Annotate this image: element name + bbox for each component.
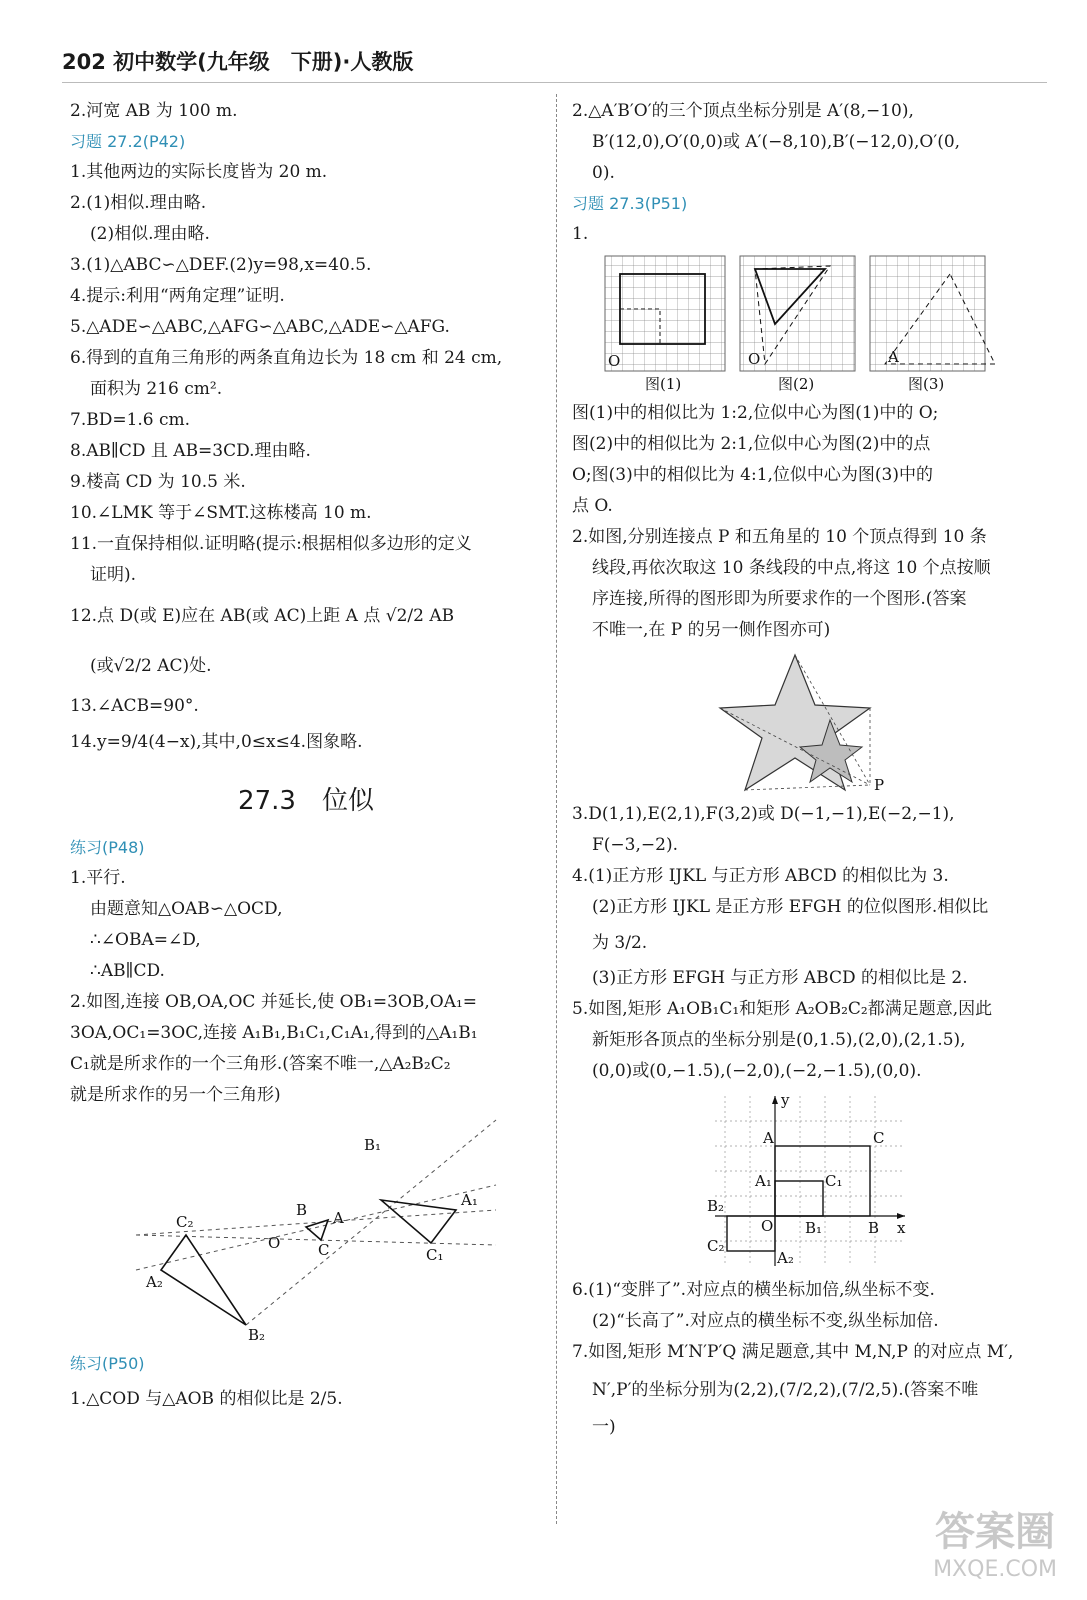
answer-line: 就是所求作的另一个三角形) bbox=[70, 1085, 281, 1105]
coordinate-figure bbox=[705, 1091, 915, 1271]
fig-label: A₁ bbox=[461, 1191, 478, 1209]
answer-line: 3.(1)△ABC∽△DEF.(2)y=98,x=40.5. bbox=[70, 255, 372, 275]
answer-line: 1.其他两边的实际长度皆为 20 m. bbox=[70, 162, 328, 182]
coord-label: C bbox=[872, 1129, 884, 1147]
answer-line: 3.D(1,1),E(2,1),F(3,2)或 D(−1,−1),E(−2,−1), bbox=[572, 804, 955, 824]
section-heading: 习题 27.2(P42) bbox=[70, 132, 186, 151]
answer-line: B′(12,0),O′(0,0)或 A′(−8,10),B′(−12,0),O′(0, bbox=[592, 132, 961, 152]
answer-line: 1.平行. bbox=[70, 868, 126, 888]
answer-line: 14.y=9/4(4−x),其中,0≤x≤4.图象略. bbox=[70, 732, 363, 752]
grid-label: A bbox=[887, 348, 899, 366]
homothety-triangles-figure bbox=[96, 1115, 516, 1345]
fig-label: A bbox=[333, 1209, 344, 1227]
answer-line: 2.如图,分别连接点 P 和五角星的 10 个顶点得到 10 条 bbox=[572, 527, 987, 547]
answer-line: F(−3,−2). bbox=[592, 835, 678, 855]
answer-line: 序连接,所得的图形即为所要求作的一个图形.(答案 bbox=[592, 589, 967, 609]
answer-line: 由题意知△OAB∽△OCD, bbox=[90, 899, 283, 919]
answer-line: (0,0)或(0,−1.5),(−2,0),(−2,−1.5),(0,0). bbox=[592, 1061, 922, 1081]
coord-label: A₁ bbox=[754, 1172, 772, 1190]
answer-line: O;图(3)中的相似比为 4:1,位似中心为图(3)中的 bbox=[572, 465, 933, 485]
answer-line: 点 O. bbox=[572, 496, 613, 516]
coord-label: C₂ bbox=[706, 1237, 724, 1255]
answer-line: 1. bbox=[572, 224, 589, 244]
section-heading: 习题 27.3(P51) bbox=[572, 194, 688, 213]
answer-line: C₁就是所求作的一个三角形.(答案不唯一,△A₂B₂C₂ bbox=[70, 1054, 451, 1074]
answer-line: 4.提示:利用“两角定理”证明. bbox=[70, 286, 285, 306]
fig-label: C₂ bbox=[176, 1213, 194, 1231]
answer-line: (2)相似.理由略. bbox=[90, 224, 210, 244]
answer-line: 一) bbox=[592, 1417, 616, 1437]
coord-label: C₁ bbox=[824, 1172, 842, 1190]
answer-line: 5.△ADE∽△ABC,△AFG∽△ABC,△ADE∽△AFG. bbox=[70, 317, 450, 337]
grid-figures bbox=[600, 254, 1020, 394]
coord-label: B₁ bbox=[804, 1219, 822, 1237]
answer-line: 11.一直保持相似.证明略(提示:根据相似多边形的定义 bbox=[70, 534, 472, 554]
section-heading: 练习(P50) bbox=[70, 1354, 145, 1373]
fig-label: A₂ bbox=[146, 1273, 163, 1291]
answer-line: 5.如图,矩形 A₁OB₁C₁和矩形 A₂OB₂C₂都满足题意,因此 bbox=[572, 999, 993, 1019]
answer-line: 8.AB∥CD 且 AB=3CD.理由略. bbox=[70, 441, 311, 461]
answer-line: ∴AB∥CD. bbox=[90, 961, 165, 981]
chapter-title: 27.3 位似 bbox=[238, 786, 374, 816]
answer-line: 新矩形各顶点的坐标分别是(0,1.5),(2,0),(2,1.5), bbox=[592, 1030, 966, 1050]
coord-label: B₂ bbox=[706, 1197, 724, 1215]
right-column bbox=[572, 96, 1047, 1443]
answer-line: ∴∠OBA=∠D, bbox=[90, 930, 201, 950]
grid-caption: 图(2) bbox=[777, 375, 814, 393]
answer-line: 为 3/2. bbox=[592, 933, 648, 953]
answer-line: 10.∠LMK 等于∠SMT.这栋楼高 10 m. bbox=[70, 503, 372, 523]
fig-label: C bbox=[318, 1241, 330, 1259]
answer-line: 2.△A′B′O′的三个顶点坐标分别是 A′(8,−10), bbox=[572, 101, 914, 121]
header-rule bbox=[62, 82, 1047, 83]
answer-line: 0). bbox=[592, 163, 615, 183]
star-label: P bbox=[873, 776, 884, 794]
watermark bbox=[933, 1500, 1057, 1582]
answer-line: 3OA,OC₁=3OC,连接 A₁B₁,B₁C₁,C₁A₁,得到的△A₁B₁ bbox=[70, 1023, 478, 1043]
answer-line: 12.点 D(或 E)应在 AB(或 AC)上距 A 点 √2/2 AB bbox=[70, 606, 455, 626]
fig-label: B₁ bbox=[364, 1136, 382, 1154]
coord-label: A bbox=[762, 1129, 774, 1147]
answer-line: 13.∠ACB=90°. bbox=[70, 696, 199, 716]
answer-line: 7.如图,矩形 M′N′P′Q 满足题意,其中 M,N,P 的对应点 M′, bbox=[572, 1342, 1014, 1362]
answer-line: 2.(1)相似.理由略. bbox=[70, 193, 207, 213]
answer-line: (2)正方形 IJKL 是正方形 EFGH 的位似图形.相似比 bbox=[592, 897, 989, 917]
coord-label: A₂ bbox=[776, 1249, 794, 1267]
answer-line: 图(1)中的相似比为 1:2,位似中心为图(1)中的 O; bbox=[572, 403, 939, 423]
coord-label: x bbox=[896, 1219, 905, 1237]
page-header: 202 初中数学(九年级 下册)·人教版 bbox=[62, 50, 414, 74]
coord-label: y bbox=[780, 1091, 789, 1109]
grid-label: O bbox=[747, 350, 760, 368]
coord-label: B bbox=[867, 1219, 879, 1237]
fig-label: C₁ bbox=[426, 1246, 444, 1264]
answer-line: 6.得到的直角三角形的两条直角边长为 18 cm 和 24 cm, bbox=[70, 348, 503, 368]
answer-line: 面积为 216 cm². bbox=[90, 379, 223, 399]
answer-line: 2.河宽 AB 为 100 m. bbox=[70, 101, 238, 121]
answer-line: 图(2)中的相似比为 2:1,位似中心为图(2)中的点 bbox=[572, 434, 931, 454]
fig-label: O bbox=[268, 1234, 281, 1252]
answer-line: 线段,再依次取这 10 条线段的中点,将这 10 个点按顺 bbox=[592, 558, 991, 578]
coord-label: O bbox=[760, 1217, 773, 1235]
star-figure bbox=[710, 650, 910, 795]
watermark-url: MXQE.COM bbox=[933, 1557, 1057, 1582]
answer-line: N′,P′的坐标分别为(2,2),(7/2,2),(7/2,5).(答案不唯 bbox=[592, 1380, 979, 1400]
grid-caption: 图(3) bbox=[907, 375, 944, 393]
answer-line: (3)正方形 EFGH 与正方形 ABCD 的相似比是 2. bbox=[592, 968, 968, 988]
answer-line: 6.(1)“变胖了”.对应点的横坐标加倍,纵坐标不变. bbox=[572, 1280, 935, 1300]
grid-label: O bbox=[607, 352, 620, 370]
left-column bbox=[70, 96, 542, 1419]
answer-line: (2)“长高了”.对应点的横坐标不变,纵坐标加倍. bbox=[592, 1311, 939, 1331]
fig-label: B₂ bbox=[248, 1326, 266, 1344]
section-heading: 练习(P48) bbox=[70, 838, 145, 857]
answer-line: 9.楼高 CD 为 10.5 米. bbox=[70, 472, 246, 492]
answer-line: 4.(1)正方形 IJKL 与正方形 ABCD 的相似比为 3. bbox=[572, 866, 949, 886]
answer-line: 1.△COD 与△AOB 的相似比是 2/5. bbox=[70, 1389, 343, 1409]
answer-line: 7.BD=1.6 cm. bbox=[70, 410, 191, 430]
fig-label: B bbox=[296, 1201, 308, 1219]
answer-line: (或√2/2 AC)处. bbox=[90, 656, 212, 676]
answer-line: 不唯一,在 P 的另一侧作图亦可) bbox=[592, 620, 831, 640]
answer-line: 2.如图,连接 OB,OA,OC 并延长,使 OB₁=3OB,OA₁= bbox=[70, 992, 478, 1012]
answer-line: 证明). bbox=[90, 565, 137, 585]
watermark-logo: 答案圈 bbox=[935, 1509, 1056, 1555]
grid-caption: 图(1) bbox=[644, 375, 681, 393]
column-divider bbox=[556, 94, 557, 1524]
